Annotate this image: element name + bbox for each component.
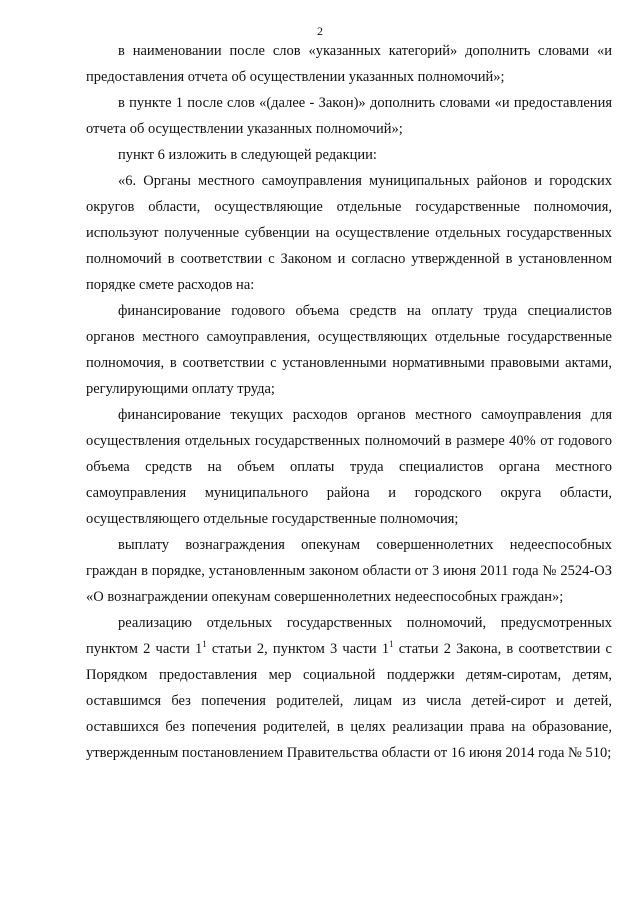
text-segment: реализацию отдельных государственных полномочий, предусмотренных пунктом 2 части 1	[86, 615, 612, 657]
superscript: 1	[389, 639, 394, 650]
superscript: 1	[202, 639, 207, 650]
page-number: 2	[317, 24, 323, 38]
paragraph-title-amendment: в наименовании после слов «указанных категорий» дополнить словами «и предоставления отчета об осуществлении указанных полномочий»;	[86, 43, 612, 85]
document-body	[86, 38, 612, 766]
paragraph-salary-funding: финансирование годового объема средств на оплату труда специалистов органов местного самоуправления, осуществляющих отдельные государственные полномочия, в соответствии с установленными нормативными правовыми актами, регулирующими оплату труда;	[86, 303, 612, 397]
paragraph-current-expenses: финансирование текущих расходов органов местного самоуправления для осуществления отдельных государственных полномочий в размере 40% от годового объема средств на объем оплаты труда специалистов органа местного самоуправления муниципального района и городского округа области, осуществляющего отдельные государственные полномочия;	[86, 407, 612, 527]
paragraph-guardian-remuneration: выплату вознаграждения опекунам совершеннолетних недееспособных граждан в порядке, установленным законом области от 3 июня 2011 года № 2524-ОЗ «О вознаграждении опекунам совершеннолетних недееспособных граждан»;	[86, 537, 612, 605]
text-segment: статьи 2, пунктом 3 части 1	[206, 641, 390, 657]
paragraph-orphan-support	[86, 610, 612, 766]
paragraph-point-6-intro: пункт 6 изложить в следующей редакции:	[118, 147, 377, 163]
paragraph-point-1-amendment: в пункте 1 после слов «(далее - Закон)» дополнить словами «и предоставления отчета об осуществлении указанных полномочий»;	[86, 95, 612, 137]
text-segment: статьи 2 Закона, в соответствии с Порядком предоставления мер социальной поддержки детям-сиротам, детям, оставшимся без попечения родителей, лицам из числа детей-сирот и детей, оставшихся без попечения родителей, в целях реализации права на образование, утвержденным постановлением Правительства области от 16 июня 2014 года № 510;	[86, 641, 612, 761]
paragraph-point-6-text: «6. Органы местного самоуправления муниципальных районов и городских округов области, осуществляющие отдельные государственные полномочия, используют полученные субвенции на осуществление отдельных государственных полномочий в соответствии с Законом и согласно утвержденной в установленном порядке смете расходов на:	[86, 173, 612, 293]
